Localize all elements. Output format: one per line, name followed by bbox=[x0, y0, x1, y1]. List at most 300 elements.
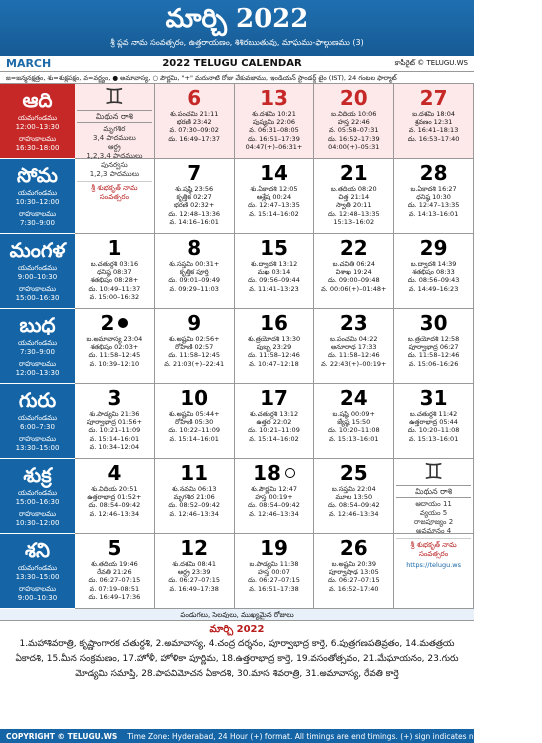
date-number: 18 bbox=[253, 461, 281, 485]
panchang-line: చిత్త 21:14 bbox=[338, 193, 370, 202]
day-timings bbox=[0, 414, 75, 453]
panchang-line: బ.చతుర్దశి 11:42 bbox=[409, 410, 458, 418]
date-cell bbox=[75, 534, 155, 609]
day-timings bbox=[0, 189, 75, 228]
panchang-line: 04:47(+)–06:31+ bbox=[245, 142, 303, 151]
date-cell bbox=[394, 384, 474, 459]
panchang-line: శు.అష్టమి 05:44+ bbox=[168, 410, 220, 418]
panchang-lines bbox=[316, 110, 391, 151]
rahukalam-time: 7:30–9:00 bbox=[20, 219, 55, 227]
rahukalam-label: రాహుకాలము bbox=[18, 585, 57, 593]
panchang-line: దు. 12:48–13:36 bbox=[168, 209, 221, 218]
panchang-line: 15:13–16:02 bbox=[333, 217, 375, 226]
date-number: 15 bbox=[260, 236, 288, 260]
rahukalam-time: 15:00–16:30 bbox=[15, 294, 60, 302]
day-timings bbox=[0, 564, 75, 603]
date-cell bbox=[394, 234, 474, 309]
panchang-line: వ. 06:31–08:05 bbox=[249, 126, 299, 135]
date-cell bbox=[155, 534, 235, 609]
date-cell bbox=[75, 459, 155, 534]
date-number-row bbox=[316, 386, 391, 410]
panchang-line: వ. 10:34–12:04 bbox=[89, 442, 140, 451]
panchang-line: పూర్వాషాఢ 13:05 bbox=[328, 568, 379, 577]
panchang-line: దు. 10:20–11:08 bbox=[327, 426, 380, 435]
panchang-line: పుష్యమి 22:06 bbox=[252, 118, 295, 127]
panchang-line: దు. 16:49–17:37 bbox=[168, 134, 221, 143]
panchang-line: భరణి 02:32+ bbox=[174, 201, 215, 210]
date-number: 16 bbox=[260, 311, 288, 335]
date-number: 6 bbox=[187, 86, 202, 110]
date-number: 7 bbox=[187, 161, 202, 185]
panchang-line: బ.త్రయోదశి 12:58 bbox=[407, 335, 460, 343]
date-number-row bbox=[77, 536, 152, 560]
panchang-lines bbox=[237, 185, 312, 218]
rahukalam-label: రాహుకాలము bbox=[18, 510, 57, 518]
panchang-line: వ. 15:14–16:01 bbox=[169, 434, 219, 443]
day-name: శుక్ర bbox=[23, 463, 52, 487]
yamagandam-label: యమగండము bbox=[17, 189, 58, 197]
panchang-line: దు. 08:54–09:42 bbox=[327, 501, 380, 510]
zodiac-line: రాజపూజ్యం 2 bbox=[414, 518, 454, 526]
panchang-line: వ. 12:46–13:34 bbox=[329, 509, 379, 518]
panchang-lines bbox=[316, 185, 391, 226]
zodiac-line: ఆర్ద్ర bbox=[108, 143, 121, 151]
site-url: https://telugu.ws bbox=[406, 561, 461, 569]
date-number-row bbox=[316, 461, 391, 485]
day-header bbox=[0, 159, 75, 234]
day-header bbox=[0, 534, 75, 609]
panchang-line: శ్రవణం 12:31 bbox=[414, 118, 453, 127]
panchang-line: శు.షష్ఠి 23:56 bbox=[175, 185, 214, 193]
panchang-line: దు. 16:51–17:39 bbox=[248, 134, 300, 143]
zodiac-cell bbox=[394, 459, 474, 569]
date-number: 22 bbox=[339, 236, 368, 260]
date-number: 25 bbox=[339, 461, 368, 485]
panchang-line: దు. 11:58–12:46 bbox=[327, 351, 380, 360]
panchang-line: శు.ఏకాదశి 12:05 bbox=[250, 185, 298, 193]
panchang-lines bbox=[316, 485, 391, 518]
date-number: 14 bbox=[260, 161, 288, 185]
day-name: శని bbox=[24, 538, 51, 562]
panchang-lines bbox=[157, 185, 232, 226]
panchang-line: వ. 07:30–09:02 bbox=[169, 126, 219, 135]
panchang-line: హస్త 00:19+ bbox=[255, 493, 293, 502]
panchang-line: వ. 16:52–17:40 bbox=[329, 584, 379, 593]
yamagandam-time: 15:00–16:30 bbox=[15, 498, 60, 506]
date-number-row bbox=[237, 536, 312, 560]
footer-bar bbox=[0, 729, 542, 743]
panchang-line: కృత్తిక పూర్తి bbox=[179, 268, 209, 277]
date-cell bbox=[314, 384, 394, 459]
empty-cell bbox=[75, 159, 155, 234]
panchang-line: దు. 06:27–07:15 bbox=[168, 576, 221, 585]
rahukalam-time: 10:30–12:00 bbox=[15, 519, 60, 527]
date-cell bbox=[155, 159, 235, 234]
panchang-line: వ. 12:46–13:34 bbox=[89, 509, 140, 518]
panchang-line: దు. 12:48–13:35 bbox=[327, 209, 380, 218]
date-number: 19 bbox=[260, 536, 288, 560]
panchang-lines bbox=[77, 260, 152, 301]
day-timings bbox=[0, 489, 75, 528]
panchang-line: దు. 09:00–09:48 bbox=[327, 276, 380, 285]
panchang-line: దు. 10:49–11:37 bbox=[88, 284, 141, 293]
panchang-line: దు. 16:52–17:39 bbox=[327, 134, 380, 143]
date-number-row bbox=[157, 161, 232, 185]
panchang-line: శు.నవమి 06:13 bbox=[171, 485, 217, 493]
panchang-line: బ.అమావాస్య 23:04 bbox=[86, 335, 143, 343]
panchang-line: శు.దశమి 08:41 bbox=[172, 560, 217, 568]
date-number-row bbox=[237, 386, 312, 410]
panchang-line: రోహిణి 02:57 bbox=[175, 343, 214, 352]
panchang-line: శు.విదియ 20:51 bbox=[91, 485, 138, 493]
panchang-line: దు. 08:54–09:42 bbox=[248, 501, 300, 510]
rahukalam-label: రాహుకాలము bbox=[18, 285, 57, 293]
panchang-lines bbox=[316, 335, 391, 368]
panchang-line: బ.ద్వాదశి 14:39 bbox=[410, 260, 457, 268]
date-number-row bbox=[237, 161, 312, 185]
panchang-line: వ. 22:43(+)–00:19+ bbox=[321, 359, 387, 368]
panchang-line: రోహిణి 05:30 bbox=[175, 418, 214, 427]
date-cell bbox=[314, 84, 394, 159]
panchang-line: బ.దశమి 18:04 bbox=[412, 110, 455, 118]
date-cell bbox=[394, 84, 474, 159]
date-number-row bbox=[237, 311, 312, 335]
footer-info: Time Zone: Hyderabad, 24 Hour (+) format. All timings are end timings. (+) sign indicates next calendar date. bbox=[127, 731, 542, 741]
panchang-line: శు.అష్టమి 02:56+ bbox=[168, 335, 220, 343]
panchang-line: దు. 06:27–07:15 bbox=[248, 576, 300, 585]
panchang-line: శు.సప్తమి 00:31+ bbox=[169, 260, 220, 268]
date-cell bbox=[235, 309, 315, 384]
panchang-lines bbox=[396, 260, 471, 293]
date-number: 24 bbox=[339, 386, 368, 410]
panchang-lines bbox=[396, 335, 471, 368]
day-name: ఆది bbox=[22, 88, 53, 112]
date-number: 11 bbox=[180, 461, 209, 485]
panchang-line: దు. 16:53–17:40 bbox=[407, 134, 460, 143]
yamagandam-label: యమగండము bbox=[17, 564, 58, 572]
date-number-row bbox=[157, 386, 232, 410]
date-number: 2 bbox=[100, 311, 115, 335]
date-cell bbox=[235, 159, 315, 234]
panchang-lines bbox=[237, 260, 312, 293]
panchang-line: బ.ఏకాదశి 16:27 bbox=[410, 185, 457, 193]
rashi-label: మిథున రాశి bbox=[396, 485, 471, 498]
panchang-line: మఖ 03:14 bbox=[257, 268, 291, 277]
panchang-lines bbox=[157, 335, 232, 368]
date-cell bbox=[394, 309, 474, 384]
day-timings bbox=[0, 339, 75, 378]
panchang-line: దు. 11:58–12:46 bbox=[248, 351, 300, 360]
panchang-lines bbox=[77, 335, 152, 368]
panchang-line: వ. 15:13–16:01 bbox=[408, 434, 459, 443]
panchang-line: శు.చతుర్దశి 13:12 bbox=[249, 410, 299, 418]
panchang-line: బ.తదియ 08:20 bbox=[330, 185, 377, 193]
day-name: గురు bbox=[18, 388, 57, 412]
panchang-line: ఉత్తర 22:02 bbox=[256, 418, 292, 427]
rahukalam-label: రాహుకాలము bbox=[18, 435, 57, 443]
panchang-line: శు.పౌర్ణమి 12:47 bbox=[250, 485, 298, 493]
date-cell bbox=[235, 384, 315, 459]
rahukalam-label: రాహుకాలము bbox=[18, 360, 57, 368]
day-name: మంగళ bbox=[9, 238, 66, 262]
panchang-line: వ. 14:13–16:01 bbox=[408, 209, 459, 218]
date-number-row bbox=[157, 86, 232, 110]
date-number-row bbox=[157, 461, 232, 485]
panchang-line: వ. 10:39–12:10 bbox=[89, 359, 140, 368]
subheader-bar bbox=[0, 56, 474, 72]
panchang-line: ఆశ్లేష 00:24 bbox=[256, 193, 292, 202]
zodiac-line: పునర్వసు bbox=[101, 161, 128, 169]
panchang-line: వ. 15:00–16:32 bbox=[89, 292, 140, 301]
notes-text: 1.మహాశివరాత్రి, కృష్ణాంగారక చతుర్దశి, 2.అమావాస్య, 4.చంద్ర దర్శనం, పూర్వాభాద్ర కార్తె, 6.పుత్రగణపతివ్రతం, 14.మతత్రయ ఏకాదశి, 15.మీన సంక్రమణం, 17.హోళీ, హోళికా పూర్ణిమ, 18.ఉత్తరాభాద్ర కార్తె, 19.వసంతోత్సవం, 21.మేఘాయనం, 23.గురు మోడ్యమి సమాప్తి, 28.పాపవిమోచన ఏకాదశి, 30.మాస శివరాత్రి, 31.అమావాస్య, రేవతి కార్తె bbox=[15, 639, 459, 679]
day-header bbox=[0, 309, 75, 384]
zodiac-line: 1,2,3 పాదములు bbox=[89, 170, 140, 178]
festivals-notes bbox=[0, 621, 474, 684]
date-number: 30 bbox=[419, 311, 448, 335]
date-number-row bbox=[157, 236, 232, 260]
panchang-line: ఉత్తరాభాద్ర 05:44 bbox=[409, 418, 458, 427]
panchang-line: వ. 15:06–16:26 bbox=[408, 359, 459, 368]
yamagandam-time: 7:30–9:00 bbox=[20, 348, 55, 356]
panchang-line: దు. 10:21–11:09 bbox=[248, 426, 300, 435]
date-number: 8 bbox=[187, 236, 202, 260]
panchang-line: దు. 11:58–12:45 bbox=[88, 351, 141, 360]
zodiac-line: 1,2,3,4 పాదములు bbox=[86, 152, 143, 160]
date-number: 3 bbox=[107, 386, 122, 410]
date-number: 1 bbox=[107, 236, 122, 260]
panchang-line: హస్త 00:07 bbox=[258, 568, 290, 577]
panchang-line: 04:00(+)–05:31 bbox=[328, 142, 380, 151]
panchang-lines bbox=[77, 560, 152, 601]
panchang-lines bbox=[157, 560, 232, 593]
date-cell bbox=[314, 459, 394, 534]
date-cell bbox=[155, 309, 235, 384]
page-title: మార్చి 2022 bbox=[165, 4, 309, 34]
rahukalam-time: 9:00–10:30 bbox=[17, 594, 58, 602]
year-name: శ్రీ శుభకృత్ నామ సంవత్సరం bbox=[396, 538, 471, 559]
panchang-line: వ. 12:46–13:34 bbox=[169, 509, 219, 518]
date-number: 13 bbox=[260, 86, 288, 110]
panchang-line: దు. 09:01–09:49 bbox=[168, 276, 221, 285]
yamagandam-label: యమగండము bbox=[17, 414, 58, 422]
date-cell bbox=[155, 384, 235, 459]
yamagandam-time: 6:00–7:30 bbox=[20, 423, 55, 431]
panchang-line: వ. 14:49–16:23 bbox=[408, 284, 459, 293]
panchang-line: దు. 11:58–12:45 bbox=[168, 351, 221, 360]
header-subtitle: శ్రీ ప్లవ నామ సంవత్సరం, ఉత్తరాయణం, శిశిరఋతువు, మాఘము-ఫాల్గుణము (3) bbox=[110, 38, 364, 47]
date-number-row bbox=[316, 236, 391, 260]
panchang-lines bbox=[316, 410, 391, 443]
panchang-line: పూర్వాభాద్ర 06:27 bbox=[408, 343, 459, 352]
yamagandam-label: యమగండము bbox=[17, 339, 58, 347]
panchang-line: మూల 13:50 bbox=[335, 493, 373, 502]
date-number-row bbox=[157, 536, 232, 560]
rashi-label: మిథున రాశి bbox=[77, 110, 152, 123]
date-number: 31 bbox=[419, 386, 448, 410]
date-number: 27 bbox=[419, 86, 448, 110]
date-cell bbox=[75, 309, 155, 384]
panchang-line: శు.పంచమి 21:11 bbox=[169, 110, 219, 118]
panchang-line: పుబ్బ 23:29 bbox=[256, 343, 292, 352]
copyright-label: కాపీరైట్ © TELUGU.WS bbox=[394, 58, 468, 67]
date-cell bbox=[235, 234, 315, 309]
festivals-bar: పండుగలు, సెలవులు, ముఖ్యమైన రోజులు bbox=[0, 609, 474, 621]
yamagandam-label: యమగండము bbox=[17, 489, 58, 497]
date-number-row bbox=[77, 311, 152, 335]
date-number: 26 bbox=[339, 536, 368, 560]
panchang-line: బ.చతుర్దశి 03:16 bbox=[90, 260, 139, 268]
date-cell bbox=[155, 84, 235, 159]
date-cell bbox=[155, 459, 235, 534]
new-moon-icon bbox=[118, 318, 128, 328]
panchang-lines bbox=[316, 260, 391, 293]
gemini-icon: ♊ bbox=[423, 460, 444, 485]
panchang-lines bbox=[237, 485, 312, 518]
panchang-lines bbox=[316, 560, 391, 593]
panchang-line: శు.దశమి 10:21 bbox=[252, 110, 296, 118]
panchang-line: బ.సప్తమి 22:04 bbox=[331, 485, 376, 493]
zodiac-line: 3,4 పాదములు bbox=[93, 134, 136, 142]
panchang-line: బ.చవితి 06:24 bbox=[332, 260, 375, 268]
panchang-line: వ. 14:16–16:01 bbox=[169, 217, 219, 226]
date-number: 12 bbox=[180, 536, 209, 560]
date-number: 21 bbox=[339, 161, 368, 185]
date-number-row bbox=[396, 386, 471, 410]
panchang-line: స్వాతి 20:11 bbox=[336, 201, 372, 210]
panchang-line: మృగశిర 21:06 bbox=[173, 493, 215, 502]
panchang-line: బ.పాడ్యమి 11:38 bbox=[249, 560, 299, 568]
panchang-line: దు. 06:27–07:15 bbox=[327, 576, 380, 585]
date-number-row bbox=[77, 461, 152, 485]
panchang-line: శతభిషం 08:33 bbox=[412, 268, 455, 277]
panchang-line: వ. 15:14–16:01 bbox=[89, 434, 140, 443]
date-number-row bbox=[316, 86, 391, 110]
panchang-line: దు. 08:52–09:42 bbox=[168, 501, 221, 510]
day-header bbox=[0, 234, 75, 309]
panchang-line: అనూరాధ 17:33 bbox=[330, 343, 377, 352]
panchang-lines bbox=[157, 410, 232, 443]
panchang-line: వ. 16:49–17:38 bbox=[169, 584, 219, 593]
panchang-lines bbox=[396, 110, 471, 143]
empty-cell bbox=[394, 534, 474, 609]
date-number: 20 bbox=[339, 86, 368, 110]
panchang-line: వ. 09:29–11:03 bbox=[169, 284, 219, 293]
panchang-lines bbox=[237, 560, 312, 593]
panchang-lines bbox=[157, 485, 232, 518]
panchang-line: ధనిష్ఠ 10:30 bbox=[416, 193, 451, 202]
yamagandam-label: యమగండము bbox=[17, 114, 58, 122]
date-number-row bbox=[157, 311, 232, 335]
gemini-icon: ♊ bbox=[104, 85, 125, 110]
panchang-line: బ.పంచమి 04:22 bbox=[330, 335, 378, 343]
date-number: 23 bbox=[339, 311, 368, 335]
panchang-line: శు.ద్వాదశి 13:12 bbox=[250, 260, 298, 268]
panchang-line: వ. 15:14–16:02 bbox=[249, 209, 299, 218]
date-cell bbox=[235, 534, 315, 609]
zodiac-line: మృగశిర bbox=[103, 125, 126, 133]
date-number-row bbox=[77, 386, 152, 410]
full-moon-icon bbox=[285, 468, 295, 478]
day-name: సోమ bbox=[17, 163, 58, 187]
day-timings bbox=[0, 264, 75, 303]
panchang-line: వ. 11:41–13:23 bbox=[249, 284, 299, 293]
date-number-row bbox=[77, 236, 152, 260]
panchang-line: దు. 10:22–11:09 bbox=[168, 426, 221, 435]
panchang-lines bbox=[396, 410, 471, 443]
panchang-line: వ. 10:47–12:18 bbox=[249, 359, 299, 368]
panchang-lines bbox=[77, 485, 152, 518]
panchang-line: దు. 08:56–09:43 bbox=[407, 276, 460, 285]
panchang-line: దు. 11:58–12:46 bbox=[407, 351, 460, 360]
year-name: శ్రీ శుభకృత్ నామ సంవత్సరం bbox=[77, 181, 152, 202]
date-number: 29 bbox=[419, 236, 448, 260]
panchang-line: కృత్తిక 02:27 bbox=[176, 193, 212, 202]
panchang-line: వ. 15:13–16:01 bbox=[329, 434, 379, 443]
day-name: బుధ bbox=[19, 313, 56, 337]
panchang-line: శు.పాడ్యమి 21:36 bbox=[89, 410, 140, 418]
panchang-lines bbox=[157, 110, 232, 143]
panchang-line: వ. 07:19–08:51 bbox=[89, 584, 140, 593]
panchang-line: వ. 05:58–07:31 bbox=[329, 126, 379, 135]
panchang-line: పూర్వాభాద్ర 01:56+ bbox=[86, 418, 143, 427]
notes-title: మార్చి 2022 bbox=[209, 624, 265, 635]
day-header bbox=[0, 459, 75, 534]
panchang-line: శతభిషం 02:03+ bbox=[90, 343, 139, 352]
panchang-line: దు. 12:47–13:35 bbox=[407, 201, 460, 210]
yamagandam-time: 12:00–13:30 bbox=[15, 123, 60, 131]
date-cell bbox=[314, 309, 394, 384]
date-cell bbox=[314, 534, 394, 609]
day-timings bbox=[0, 114, 75, 153]
date-cell bbox=[394, 159, 474, 234]
date-cell bbox=[235, 84, 315, 159]
legend-line: జ=జన్మనక్షత్రం, శు=శుక్లపక్షం, వ=వర్జ్యం, ● అమావాస్య, ○ పౌర్ణమి, "+" మరునాటి రోజు వేకువజాము, ఇండియన్ స్టాండర్డ్ టైం (IST), 24 గంటల ఫార్మాట్ bbox=[0, 72, 474, 84]
panchang-line: బ.షష్ఠి 00:09+ bbox=[332, 410, 376, 418]
date-number-row bbox=[237, 236, 312, 260]
panchang-line: వ. 12:46–13:34 bbox=[249, 509, 299, 518]
panchang-line: భరణి 23:42 bbox=[176, 118, 212, 127]
yamagandam-time: 10:30–12:00 bbox=[15, 198, 60, 206]
panchang-line: వ. 00:06(+)–01:48+ bbox=[321, 284, 387, 293]
footer-copyright: COPYRIGHT © TELUGU.WS bbox=[6, 731, 118, 741]
calendar-header bbox=[0, 0, 474, 56]
panchang-line: వ. 16:51–17:38 bbox=[249, 584, 299, 593]
rahukalam-time: 13:30–15:00 bbox=[15, 444, 60, 452]
date-number-row bbox=[396, 161, 471, 185]
day-header bbox=[0, 84, 75, 159]
panchang-line: ధనిష్ఠ 08:37 bbox=[97, 268, 132, 277]
panchang-line: దు. 08:54–09:42 bbox=[88, 501, 141, 510]
date-cell bbox=[235, 459, 315, 534]
day-header bbox=[0, 384, 75, 459]
yamagandam-label: యమగండము bbox=[17, 264, 58, 272]
panchang-lines bbox=[237, 410, 312, 443]
zodiac-line: అవమానం 4 bbox=[416, 527, 452, 535]
panchang-line: దు. 10:20–11:08 bbox=[407, 426, 460, 435]
date-number-row bbox=[316, 536, 391, 560]
date-number: 9 bbox=[187, 311, 202, 335]
date-cell bbox=[314, 234, 394, 309]
rahukalam-time: 12:00–13:30 bbox=[15, 369, 60, 377]
zodiac-cell bbox=[75, 84, 155, 201]
panchang-line: దు. 10:21–11:09 bbox=[88, 426, 141, 435]
panchang-line: రేవతి 21:26 bbox=[97, 568, 132, 577]
date-number-row bbox=[316, 311, 391, 335]
zodiac-line: ఆదాయం 11 bbox=[415, 500, 452, 508]
panchang-line: విశాఖ 19:24 bbox=[335, 268, 372, 277]
date-number-row bbox=[316, 161, 391, 185]
panchang-line: దు. 12:47–13:35 bbox=[248, 201, 300, 210]
